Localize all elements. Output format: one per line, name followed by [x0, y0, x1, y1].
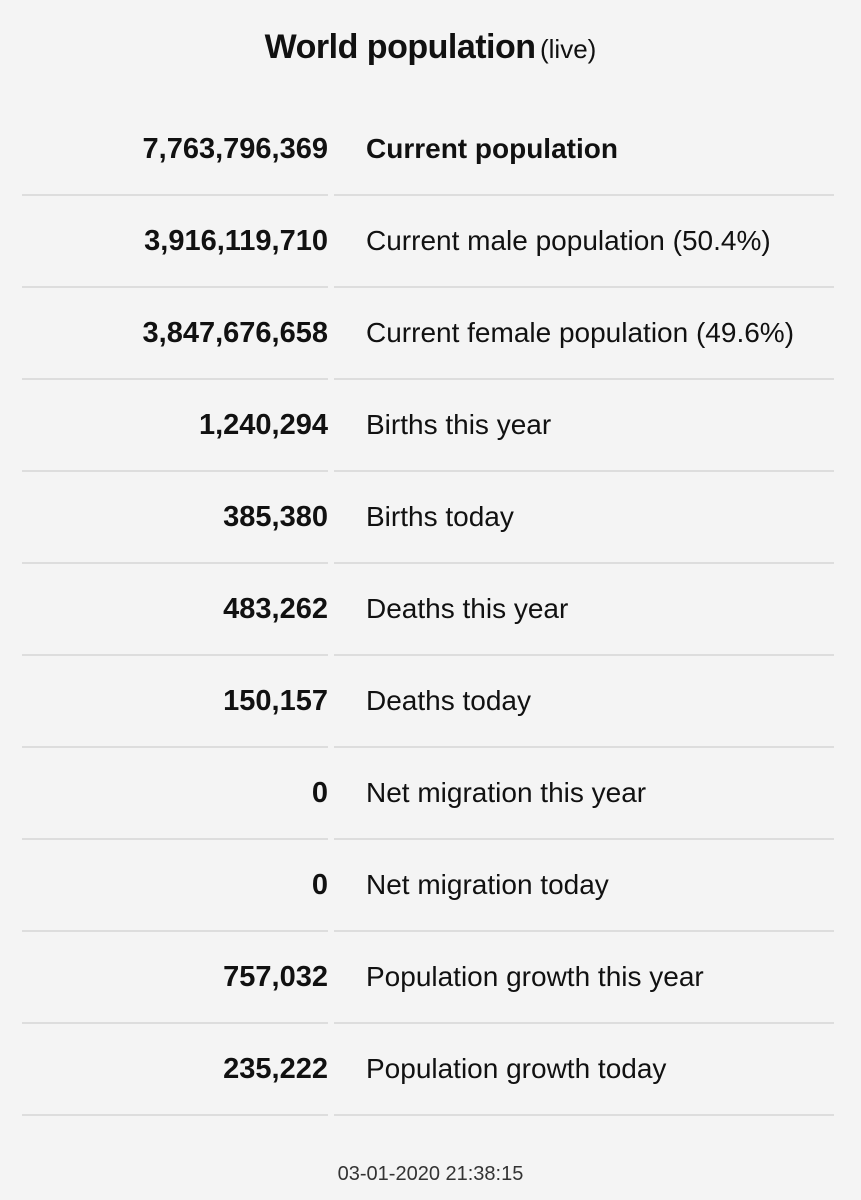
- table-row: [22, 1024, 834, 1116]
- table-row: [22, 932, 834, 1024]
- title-main: World population: [264, 28, 536, 66]
- stat-label: Current population: [334, 104, 834, 196]
- stat-value: 0: [22, 748, 328, 840]
- stat-value: 3,847,676,658: [22, 288, 328, 380]
- table-row: [22, 564, 834, 656]
- table-row: [22, 472, 834, 564]
- stat-value: 385,380: [22, 472, 328, 564]
- stat-label: Births today: [334, 472, 834, 564]
- stat-label: Net migration today: [334, 840, 834, 932]
- population-stats-table: [22, 104, 834, 1116]
- table-row: [22, 748, 834, 840]
- stat-label: Births this year: [334, 380, 834, 472]
- stat-label: Current male population (50.4%): [334, 196, 834, 288]
- stat-value: 0: [22, 840, 328, 932]
- stat-value: 150,157: [22, 656, 328, 748]
- stat-value: 1,240,294: [22, 380, 328, 472]
- stat-value: 483,262: [22, 564, 328, 656]
- stat-label: Current female population (49.6%): [334, 288, 834, 380]
- stat-value: 7,763,796,369: [22, 104, 328, 196]
- stat-label: Net migration this year: [334, 748, 834, 840]
- table-row: [22, 104, 834, 196]
- stat-value: 235,222: [22, 1024, 328, 1116]
- table-row: [22, 840, 834, 932]
- table-row: [22, 656, 834, 748]
- title-live-tag: (live): [539, 34, 597, 64]
- stat-label: Population growth today: [334, 1024, 834, 1116]
- stat-label: Population growth this year: [334, 932, 834, 1024]
- page-title: [0, 28, 861, 67]
- table-row: [22, 380, 834, 472]
- stat-label: Deaths this year: [334, 564, 834, 656]
- table-row: [22, 288, 834, 380]
- table-row: [22, 196, 834, 288]
- stat-value: 757,032: [22, 932, 328, 1024]
- stat-value: 3,916,119,710: [22, 196, 328, 288]
- timestamp: 03-01-2020 21:38:15: [337, 1163, 524, 1185]
- stat-label: Deaths today: [334, 656, 834, 748]
